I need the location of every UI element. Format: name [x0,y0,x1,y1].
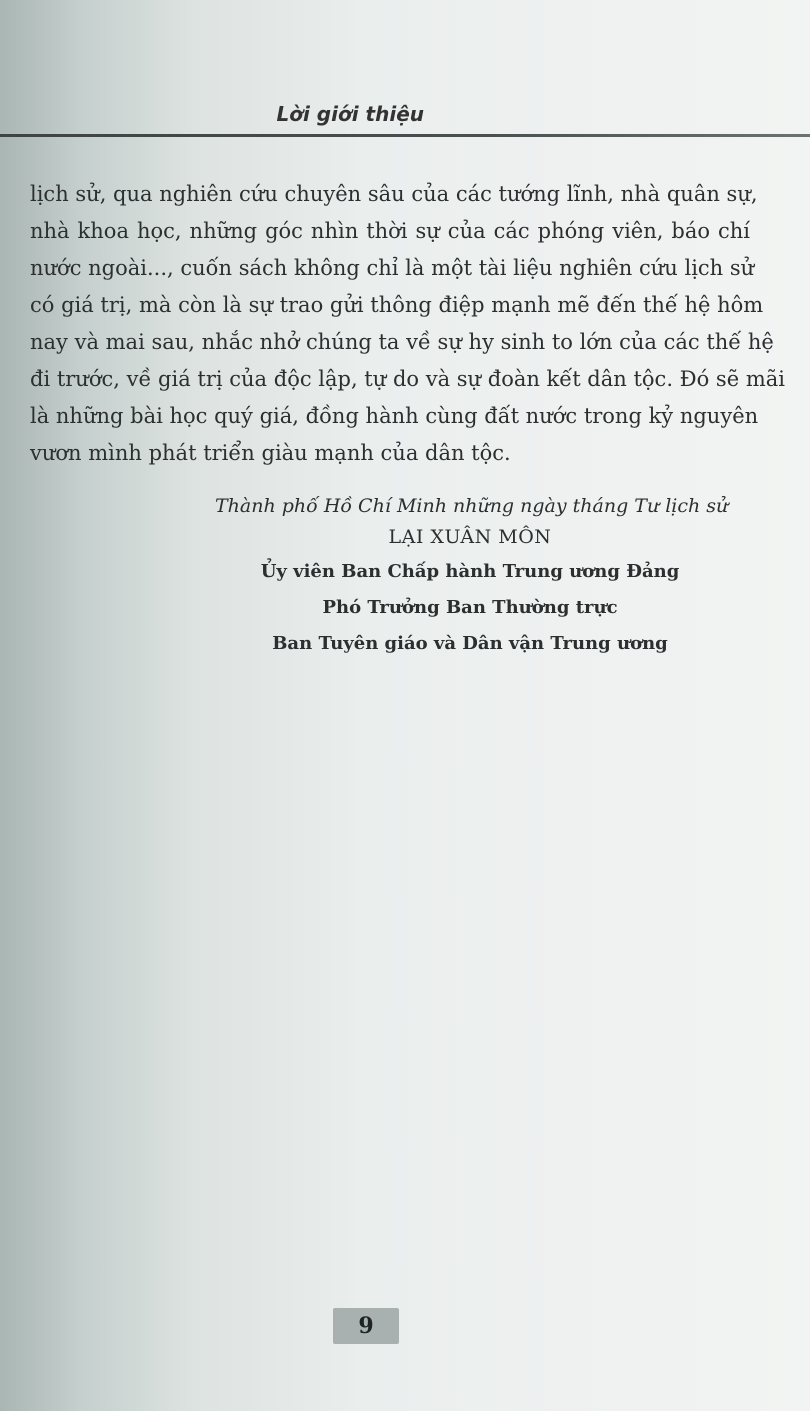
body-line: nước ngoài..., cuốn sách không chỉ là một tài liệu nghiên cứu lịch sử [30,256,755,280]
body-paragraph [30,176,785,472]
header-rule [0,134,810,137]
body-line: có giá trị, mà còn là sự trao gửi thông điệp mạnh mẽ đến thế hệ hôm [30,293,764,317]
page-number-box [333,1308,399,1344]
body-line: vươn mình phát triển giàu mạnh của dân tộc. [30,441,511,465]
signature-block [215,492,729,662]
body-line: đi trước, về giá trị của độc lập, tự do và sự đoàn kết dân tộc. Đó sẽ mãi [30,367,785,391]
body-line: nay và mai sau, nhắc nhở chúng ta về sự hy sinh to lớn của các thế hệ [30,330,774,354]
running-header-title: Lời giới thiệu [276,102,424,126]
body-line: là những bài học quý giá, đồng hành cùng đất nước trong kỷ nguyên [30,404,759,428]
signature-name: LẠI XUÂN MÔN [388,526,552,548]
signature-role: Ban Tuyên giáo và Dân vận Trung ương [272,633,668,654]
signature-role: Phó Trưởng Ban Thường trực [322,597,618,618]
page-number: 9 [358,1313,374,1339]
signature-place-date: Thành phố Hồ Chí Minh những ngày tháng Tư lịch sử [215,495,729,517]
signature-role: Ủy viên Ban Chấp hành Trung ương Đảng [260,561,680,582]
body-line: lịch sử, qua nghiên cứu chuyên sâu của các tướng lĩnh, nhà quân sự, [30,182,758,206]
body-line: nhà khoa học, những góc nhìn thời sự của các phóng viên, báo chí [30,219,750,243]
